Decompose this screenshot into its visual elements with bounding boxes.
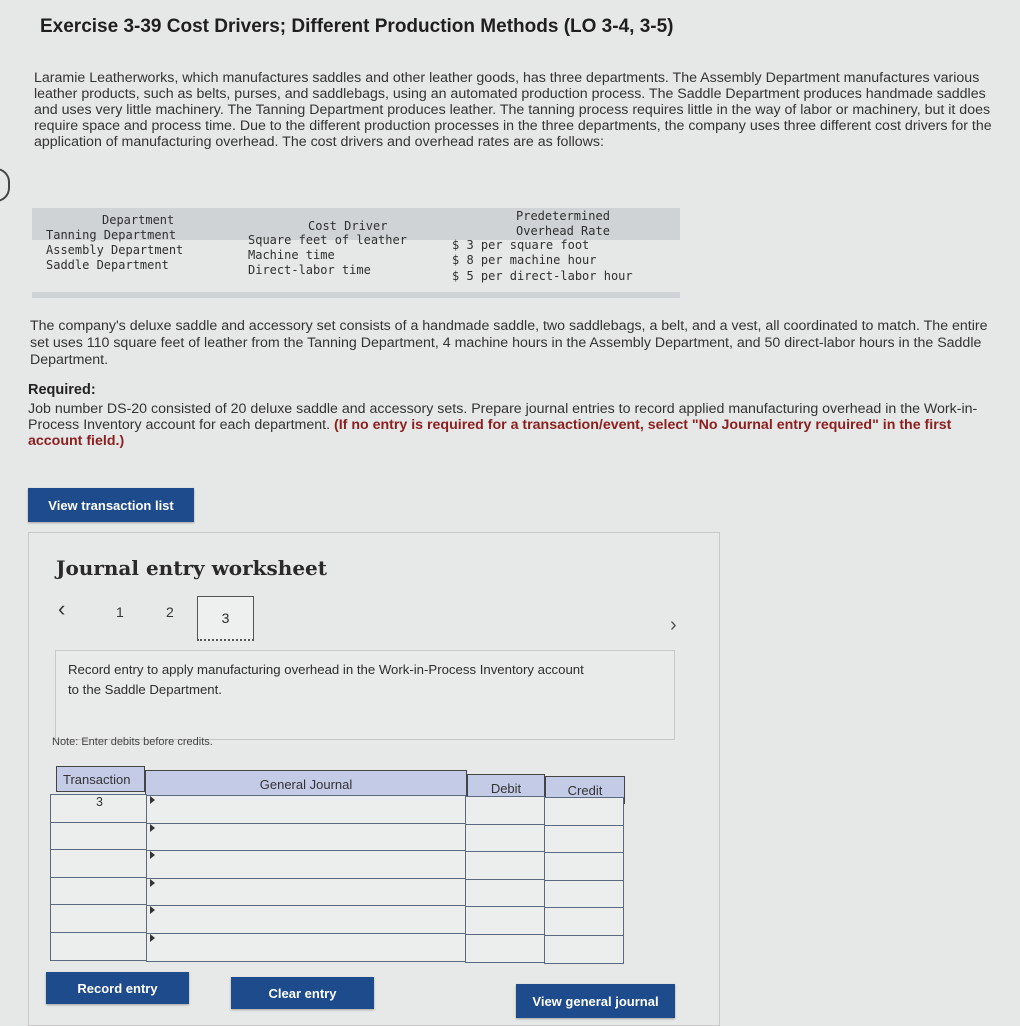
header-rate-line1: Predetermined bbox=[516, 209, 610, 223]
required-heading: Required: bbox=[28, 382, 96, 398]
debit-cell[interactable] bbox=[465, 906, 545, 935]
required-text: Job number DS-20 consisted of 20 deluxe saddle and accessory sets. Prepare journal entries to record applied manufacturing overhead in the Work-in-Process Inventory account for each department. bbox=[28, 401, 978, 433]
column-header-credit: Credit bbox=[545, 776, 625, 804]
view-transaction-list-button[interactable]: View transaction list bbox=[28, 488, 194, 522]
account-cell[interactable] bbox=[146, 850, 466, 879]
header-department: Department bbox=[102, 213, 175, 227]
row-rate: $ 3 per square foot bbox=[452, 238, 590, 252]
page-tab-1[interactable]: 1 bbox=[116, 604, 124, 620]
page-tab-2[interactable]: 2 bbox=[166, 604, 174, 620]
debits-note: Note: Enter debits before credits. bbox=[52, 736, 213, 748]
credit-cell[interactable] bbox=[544, 852, 624, 881]
account-cell[interactable] bbox=[146, 823, 466, 852]
record-entry-button[interactable]: Record entry bbox=[46, 972, 189, 1004]
debit-cell[interactable] bbox=[465, 796, 545, 825]
transaction-cell[interactable] bbox=[50, 822, 147, 851]
debit-cell[interactable] bbox=[465, 934, 545, 963]
rates-footer-band bbox=[32, 292, 680, 298]
credit-cell[interactable] bbox=[544, 907, 624, 936]
instruction-text: Record entry to apply manufacturing overhead in the Work-in-Process Inventory account to the Saddle Department. bbox=[68, 662, 584, 697]
column-header-debit: Debit bbox=[467, 774, 545, 802]
view-general-journal-button[interactable]: View general journal bbox=[516, 984, 675, 1018]
credit-cell[interactable] bbox=[544, 935, 624, 964]
clear-entry-button[interactable]: Clear entry bbox=[231, 977, 374, 1009]
transaction-cell[interactable] bbox=[50, 904, 147, 933]
dropdown-marker-icon bbox=[150, 906, 155, 914]
row-rate: $ 8 per machine hour bbox=[452, 253, 597, 267]
page-tab-3-active[interactable]: 3 bbox=[197, 596, 254, 641]
required-body bbox=[28, 401, 1003, 449]
account-cell[interactable] bbox=[146, 905, 466, 934]
row-department: Assembly Department bbox=[46, 243, 184, 257]
chevron-left-icon[interactable]: ‹ bbox=[58, 596, 66, 621]
dropdown-marker-icon bbox=[150, 824, 155, 832]
row-department: Saddle Department bbox=[46, 258, 169, 272]
edge-bracket-mark bbox=[0, 168, 10, 202]
required-note: (If no entry is required for a transaction/event, select "No Journal entry required" in the first account field.) bbox=[28, 417, 952, 449]
credit-cell[interactable] bbox=[544, 825, 624, 854]
debit-cell[interactable] bbox=[465, 851, 545, 880]
transaction-cell[interactable] bbox=[50, 877, 147, 906]
transaction-cell[interactable] bbox=[50, 932, 147, 961]
credit-cell[interactable] bbox=[544, 880, 624, 909]
header-cost-driver: Cost Driver bbox=[308, 219, 388, 233]
overhead-rates-table bbox=[32, 208, 680, 298]
account-cell[interactable] bbox=[146, 795, 466, 824]
header-rate-line2: Overhead Rate bbox=[516, 224, 610, 238]
transaction-number: 3 bbox=[96, 795, 103, 809]
row-rate: $ 5 per direct-labor hour bbox=[452, 269, 633, 283]
dropdown-marker-icon bbox=[150, 796, 155, 804]
set-description-paragraph: The company's deluxe saddle and accessory set consists of a handmade saddle, two saddlebags, a belt, and a vest, all coordinated to match. The entire set uses 110 square feet of leather from the Tanning Department, 4 machine hours in the Assembly Department, and 50 direct-labor hours in the Saddle Department. bbox=[30, 318, 988, 368]
account-cell[interactable] bbox=[146, 933, 466, 962]
row-cost-driver: Machine time bbox=[248, 248, 335, 262]
dropdown-marker-icon bbox=[150, 851, 155, 859]
debit-cell[interactable] bbox=[465, 879, 545, 908]
credit-cell[interactable] bbox=[544, 797, 624, 826]
dropdown-marker-icon bbox=[150, 934, 155, 942]
row-department: Tanning Department bbox=[46, 228, 177, 242]
worksheet-title: Journal entry worksheet bbox=[56, 556, 328, 580]
column-header-transaction: Transaction bbox=[56, 766, 145, 792]
chevron-right-icon[interactable]: › bbox=[670, 614, 677, 636]
row-cost-driver: Direct-labor time bbox=[248, 263, 371, 277]
dropdown-marker-icon bbox=[150, 879, 155, 887]
transaction-cell[interactable] bbox=[50, 849, 147, 878]
account-cell[interactable] bbox=[146, 878, 466, 907]
exercise-title: Exercise 3-39 Cost Drivers; Different Production Methods (LO 3-4, 3-5) bbox=[40, 16, 674, 37]
debit-cell[interactable] bbox=[465, 824, 545, 853]
column-header-general-journal: General Journal bbox=[145, 770, 467, 798]
intro-paragraph: Laramie Leatherworks, which manufactures saddles and other leather goods, has three departments. The Assembly Department manufactures various leather products, such as belts, purses, and saddlebags, using an automated production process. The Saddle Department produces handmade saddles and uses very little machinery. The Tanning Department produces leather. The tanning process requires little in the way of labor or machinery, but it does require space and process time. Due to the different production processes in the three departments, the company uses three different cost drivers for the application of manufacturing overhead. The cost drivers and overhead rates are as follows: bbox=[34, 70, 992, 150]
row-cost-driver: Square feet of leather bbox=[248, 233, 407, 247]
